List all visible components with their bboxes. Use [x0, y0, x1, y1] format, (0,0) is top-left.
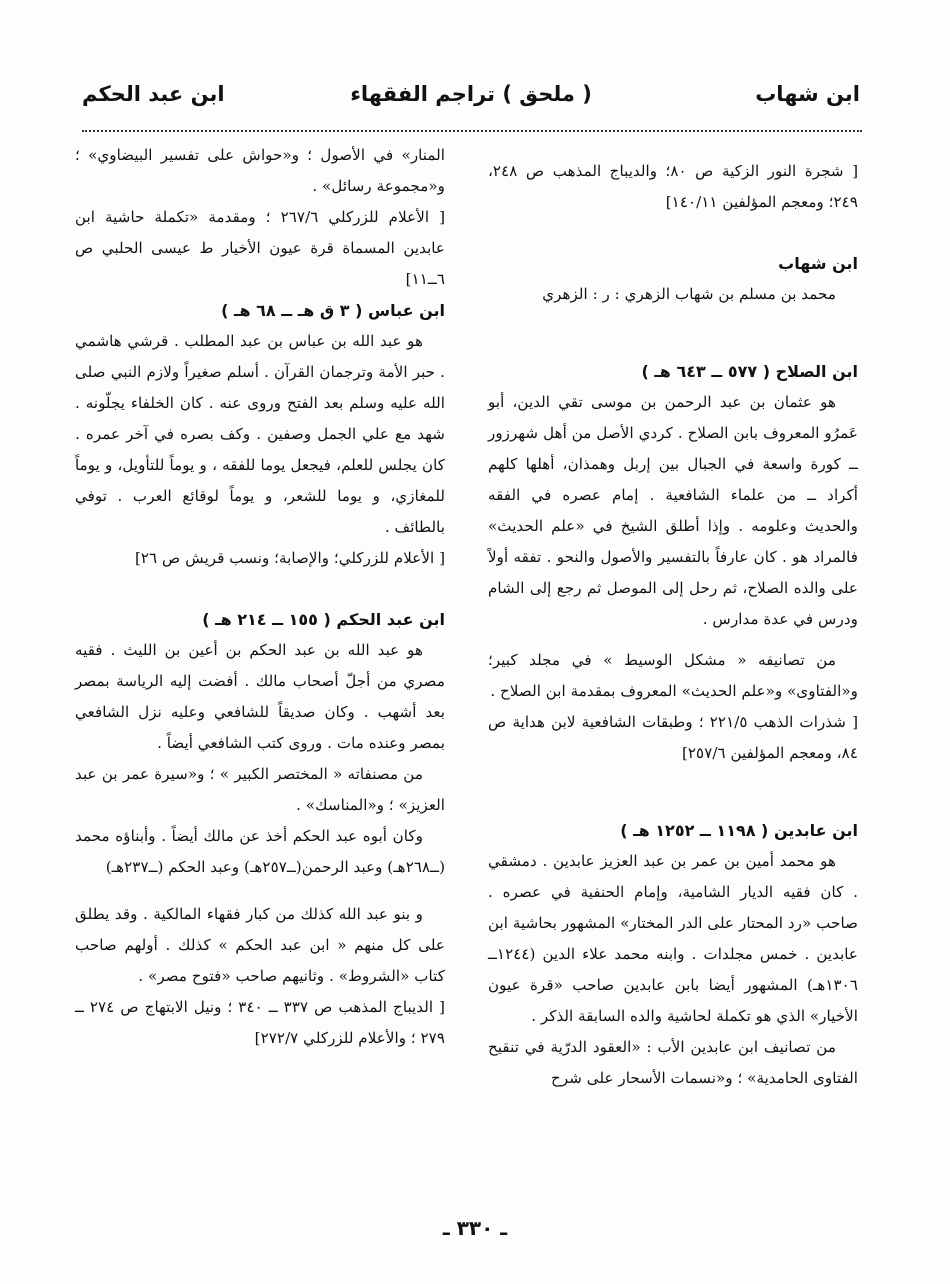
entry-title-ibn-abidin: ابن عابدين ( ١١٩٨ ــ ١٢٥٢ هـ ) [620, 821, 858, 840]
entry-family: و بنو عبد الله كذلك من كبار فقهاء المالكية . وقد يطلق على كل منهم « ابن عبد الحكم » كذلك . أولهم صاحب كتاب «الشروط» . وثانيهم صاحب «فتوح مصر» . [75, 905, 445, 985]
entry-body: هو عثمان بن عبد الرحمن بن موسى تقي الدين، أبو عَمرُو المعروف بابن الصلاح . كردي الأصل من أهل شهرزور ــ كورة واسعة في الجبال بين إربل وهمذان، أهلها كلهم أكراد ــ من علماء الشافعية . إمام عصره في الفقه والحديث وعلومه . وإذا أطلق الشيخ في «علم الحديث» فالمراد هو . كان عارفاً بالتفسير والأصول والنحو . تفقه أولاً على والده الصلاح، ثم رحل إلى الموصل ثم رجع إلى الشام ودرس في عدة مدارس . [488, 393, 858, 628]
source-reference: [ شجرة النور الزكية ص ٨٠؛ والديباج المذهب ص ٢٤٨، ٢٤٩؛ ومعجم المؤلفين ١٤٠/١١] [488, 162, 858, 211]
cross-reference: محمد بن مسلم بن شهاب الزهري : ر : الزهري [542, 285, 836, 303]
header-right-title: ابن شهاب [755, 82, 860, 106]
continued-text: المنار» في الأصول ؛ و«حواش على تفسير البيضاوي» ؛ و«مجموعة رسائل» . [75, 146, 445, 195]
entry-title-ibn-al-salah: ابن الصلاح ( ٥٧٧ ــ ٦٤٣ هـ ) [641, 362, 858, 381]
source-reference: [ شذرات الذهب ٢٢١/٥ ؛ وطبقات الشافعية لابن هداية ص ٨٤، ومعجم المؤلفين ٢٥٧/٦] [488, 713, 859, 762]
page-number: ـ ٣٣٠ ـ [442, 1216, 508, 1240]
left-column [75, 140, 445, 1054]
entry-title-ibn-abd-al-hakam: ابن عبد الحكم ( ١٥٥ ــ ٢١٤ هـ ) [202, 610, 445, 629]
entry-works: من تصانيفه « مشكل الوسيط » في مجلد كبير؛ و«الفتاوى» و«علم الحديث» المعروف بمقدمة ابن الصلاح . [488, 651, 858, 700]
header-dotted-rule [82, 130, 862, 132]
right-column [488, 140, 858, 1094]
entry-title-ibn-shihab: ابن شهاب [778, 254, 858, 273]
entry-works: من تصانيف ابن عابدين الأب : «العقود الدرّية في تنقيح الفتاوى الحامدية» ؛ و«نسمات الأسحار على شرح [488, 1038, 858, 1087]
source-reference: [ الديباج المذهب ص ٣٣٧ ــ ٣٤٠ ؛ ونيل الابتهاج ص ٢٧٤ ــ ٢٧٩ ؛ والأعلام للزركلي ٢٧٢/٧] [75, 998, 445, 1047]
source-reference: [ الأعلام للزركلي؛ والإصابة؛ ونسب قريش ص ٢٦] [134, 549, 445, 567]
source-reference: [ الأعلام للزركلي ٢٦٧/٦ ؛ ومقدمة «تكملة حاشية ابن عابدين المسماة قرة عيون الأخيار ط عيسى الحلبي ص ٦ــ١١] [75, 208, 446, 288]
entry-title-ibn-abbas: ابن عباس ( ٣ ق هـ ــ ٦٨ هـ ) [221, 301, 445, 320]
running-header [82, 82, 860, 122]
header-center-title: ( ملحق ) تراجم الفقهاء [350, 82, 592, 106]
header-left-title: ابن عبد الحكم [82, 82, 225, 106]
entry-body: هو محمد أمين بن عمر بن عبد العزيز عابدين . دمشقي . كان فقيه الديار الشامية، وإمام الحنفية في عصره . صاحب «رد المحتار على الدر المختار» المشهور بحاشية ابن عابدين . خمس مجلدات . وابنه محمد علاء الدين (١٢٤٤ــ ١٣٠٦هـ) المشهور أيضا بابن عابدين صاحب «قرة عيون الأخيار» الذي هو تكملة لحاشية والده السابقة الذكر . [488, 852, 858, 1025]
entry-family: وكان أبوه عبد الحكم أخذ عن مالك أيضاً . وأبناؤه محمد (ــ٢٦٨هـ) وعبد الرحمن(ــ٢٥٧هـ) وعبد الحكم (ــ٢٣٧هـ) [75, 827, 445, 876]
entry-body: هو عبد الله بن عبد الحكم بن أعين بن الليث . فقيه مصري من أجلّ أصحاب مالك . أفضت إليه الرياسة بمصر بعد أشهب . وكان صديقاً للشافعي وعليه نزل الشافعي بمصر وعنده مات . وروى كتب الشافعي أيضاً . [75, 641, 445, 752]
entry-works: من مصنفاته « المختصر الكبير » ؛ و«سيرة عمر بن عبد العزيز» ؛ و«المناسك» . [75, 765, 445, 814]
entry-body: هو عبد الله بن عباس بن عبد المطلب . قرشي هاشمي . حبر الأمة وترجمان القرآن . أسلم صغيراً ولازم النبي صلى الله عليه وسلم بعد الفتح وروى عنه . كان الخلفاء يجلّونه . شهد مع علي الجمل وصفين . وكف بصره في آخر عمره . كان يجلس للعلم، فيجعل يوما للفقه ، و يوماً للتأويل، و يوماً للمغازي، و يوما للشعر، و يوماً لوقائع العرب . توفي بالطائف . [75, 332, 445, 536]
